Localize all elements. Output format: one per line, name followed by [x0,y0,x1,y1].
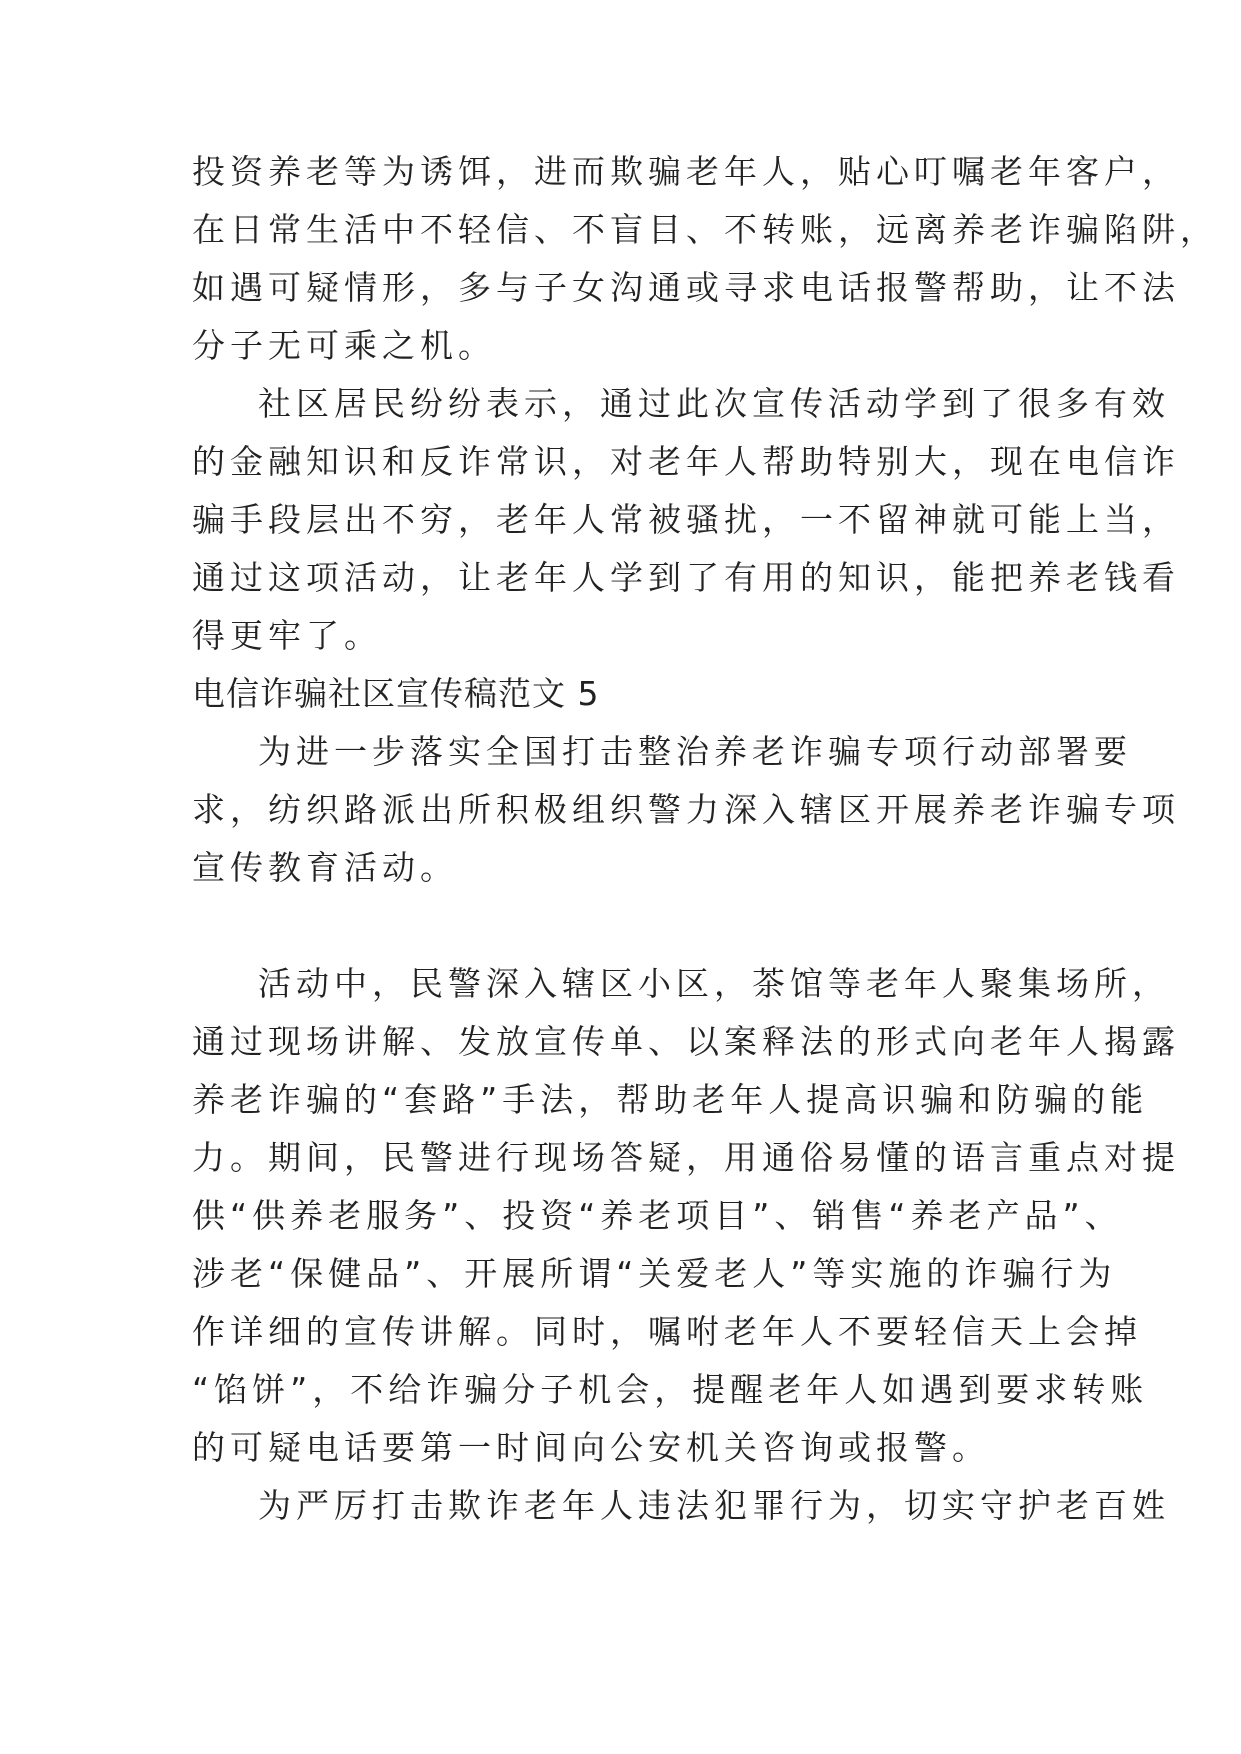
text-line: 求，纺织路派出所积极组织警力深入辖区开展养老诈骗专项 [192,790,1180,829]
text-line: 如遇可疑情形，多与子女沟通或寻求电话报警帮助，让不法 [192,268,1180,307]
text-line: 宣传教育活动。 [192,848,458,887]
paragraph-intro [192,723,1180,897]
text-line: 作详细的宣传讲解。同时，嘱咐老年人不要轻信天上会掉 [192,1312,1142,1351]
text-line: 供“供养老服务”、投资“养老项目”、销售“养老产品”、 [192,1196,1123,1235]
paragraph-continued [192,143,1218,375]
text-line: 骗手段层出不穷，老年人常被骚扰，一不留神就可能上当， [192,500,1180,539]
paragraph-resident-feedback [192,375,1180,665]
text-line: 得更牢了。 [192,616,382,655]
text-line: 通过现场讲解、发放宣传单、以案释法的形式向老年人揭露 [192,1022,1180,1061]
text-line: 社区居民纷纷表示，通过此次宣传活动学到了很多有效 [258,384,1170,423]
text-line: 活动中，民警深入辖区小区，茶馆等老年人聚集场所， [258,964,1170,1003]
text-line: 的可疑电话要第一时间向公安机关咨询或报警。 [192,1428,990,1467]
text-line: “馅饼”，不给诈骗分子机会，提醒老年人如遇到要求转账 [192,1370,1149,1409]
text-line: 分子无可乘之机。 [192,326,496,365]
text-line: 养老诈骗的“套路”手法，帮助老年人提高识骗和防骗的能 [192,1080,1149,1119]
text-line: 为进一步落实全国打击整治养老诈骗专项行动部署要 [258,732,1132,771]
section-heading [192,665,1092,723]
text-line: 为严厉打击欺诈老年人违法犯罪行为，切实守护老百姓 [258,1486,1170,1525]
paragraph-crackdown [192,1477,1170,1535]
text-line: 通过这项活动，让老年人学到了有用的知识，能把养老钱看 [192,558,1180,597]
text-line: 力。期间，民警进行现场答疑，用通俗易懂的语言重点对提 [192,1138,1180,1177]
text-line: 投资养老等为诱饵，进而欺骗老年人，贴心叮嘱老年客户， [192,152,1180,191]
text-line: 的金融知识和反诈常识，对老年人帮助特别大，现在电信诈 [192,442,1180,481]
text-line: 涉老“保健品”、开展所谓“关爱老人”等实施的诈骗行为 [192,1254,1117,1293]
text-line: 在日常生活中不轻信、不盲目、不转账，远离养老诈骗陷阱， [192,210,1218,249]
heading-text: 电信诈骗社区宣传稿范文 5 [192,674,600,713]
paragraph-activity [192,955,1180,1477]
